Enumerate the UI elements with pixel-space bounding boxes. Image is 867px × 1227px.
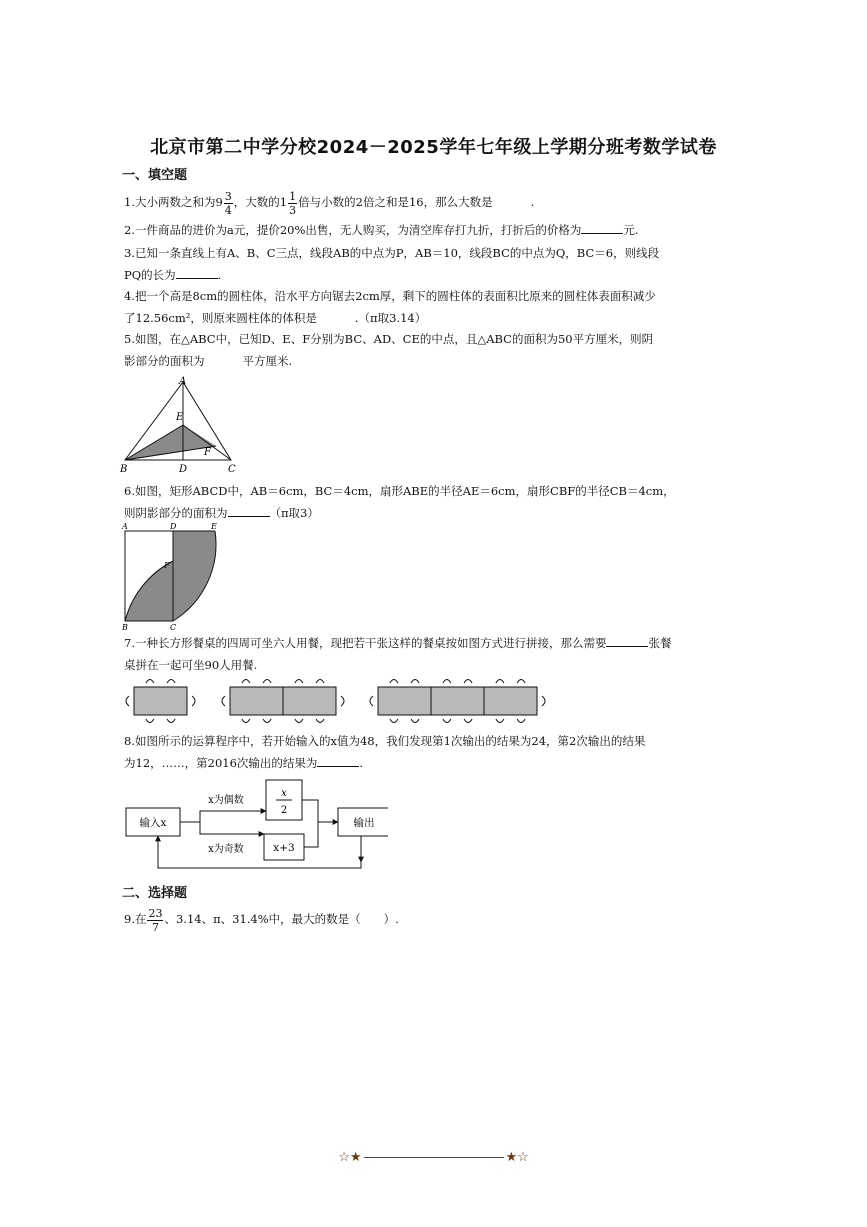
q4-line2: 了12.56cm²，则原来圆柱体的体积是 xyxy=(124,311,317,325)
q1-frac1-numerator: 3 xyxy=(224,189,232,203)
fig5-label-c: C xyxy=(228,464,236,475)
fig7-seat-bottom xyxy=(263,719,271,723)
fig7-seat-top xyxy=(443,680,451,684)
q8-answer-blank[interactable] xyxy=(317,754,359,767)
fig7-seat-bottom xyxy=(517,719,525,723)
q2-text: 2.一件商品的进价为a元，提价20%出售，无人购买，为清空库存打九折，打折后的价格为 xyxy=(124,223,582,237)
fig8-output-label: 输出 xyxy=(353,817,375,829)
fig8-even-label: x为偶数 xyxy=(208,795,244,806)
q2-answer-blank[interactable] xyxy=(581,221,623,234)
fig7-seat-top xyxy=(390,680,398,684)
question-3 xyxy=(124,242,690,286)
fig6-label-f: F xyxy=(164,561,170,570)
fig8-arrow-to-output-top xyxy=(302,800,338,822)
question-4 xyxy=(124,285,690,329)
q1-mid: ，大数的1 xyxy=(233,195,288,209)
fig6-label-c: C xyxy=(170,623,177,632)
figure-5-triangle xyxy=(118,374,248,476)
fig5-label-d: D xyxy=(179,464,188,475)
fig8-divide-denominator: 2 xyxy=(280,805,288,816)
q5-line2: 影部分的面积为 xyxy=(124,354,205,368)
footer-stars-left: ☆★ xyxy=(338,1150,362,1165)
fig7-seat-top xyxy=(295,680,303,684)
fig7-seat-bottom xyxy=(167,719,175,723)
q5-line1: 5.如图，在△ABC中，已知D、E、F分别为BC、AD、CE的中点，且△ABC的面积为50平方厘米，则阴 xyxy=(124,332,654,346)
q4-end: .（π取3.14） xyxy=(354,311,427,325)
fig8-divide-numerator: x xyxy=(281,788,287,799)
q7-line1a: 7.一种长方形餐桌的四周可坐六人用餐，现把若干张这样的餐桌按如图方式进行拼接，那么需要 xyxy=(124,636,607,650)
q9-fraction-23-7 xyxy=(147,907,163,934)
fig7-table xyxy=(283,687,336,715)
q6-answer-blank[interactable] xyxy=(228,504,270,517)
section-heading-choice: 二、选择题 xyxy=(122,886,188,901)
fig7-seat-bottom xyxy=(390,719,398,723)
fig7-seat-top xyxy=(517,680,525,684)
q3-line1: 3.已知一条直线上有A、B、C三点，线段AB的中点为P，AB＝10，线段BC的中点为Q，BC＝6，则线段 xyxy=(124,246,660,260)
section-heading-fill: 一、填空题 xyxy=(122,168,188,183)
fig7-seat-bottom xyxy=(146,719,154,723)
figure-6-rectangle-sectors xyxy=(118,520,228,632)
fig5-label-f: F xyxy=(204,447,211,458)
figure-7-tables xyxy=(118,674,558,726)
fig8-arrow-loop xyxy=(158,836,361,868)
q8-line1: 8.如图所示的运算程序中，若开始输入的x值为48，我们发现第1次输出的结果为24，第2次输出的结果 xyxy=(124,734,646,748)
page-footer-ornament xyxy=(0,1150,867,1165)
q9-frac-denominator: 7 xyxy=(151,920,159,934)
q1-fraction-1-3 xyxy=(288,190,297,217)
fig7-seat-right xyxy=(341,696,344,706)
q6-line2: 则阴影部分的面积为 xyxy=(124,506,228,520)
fig5-label-a: A xyxy=(179,376,187,387)
fig7-table xyxy=(378,687,431,715)
fig8-arrow-odd xyxy=(200,822,264,834)
q1-frac2-denominator: 3 xyxy=(289,203,297,217)
fig7-seat-top xyxy=(167,680,175,684)
q6-end: （π取3） xyxy=(269,506,319,520)
fig5-shaded-region xyxy=(125,425,216,460)
fig5-label-e: E xyxy=(176,412,184,423)
fig8-odd-label: x为奇数 xyxy=(208,844,244,855)
fig7-seat-top xyxy=(411,680,419,684)
q1-suffix: 倍与小数的2倍之和是16，那么大数是 xyxy=(298,195,493,209)
q3-line2: PQ的长为 xyxy=(124,268,176,282)
fig7-seat-bottom xyxy=(496,719,504,723)
q7-answer-blank[interactable] xyxy=(606,634,648,647)
figure-8-flowchart xyxy=(118,776,388,876)
fig6-shaded-left xyxy=(125,561,173,621)
fig6-shaded-right xyxy=(173,531,216,621)
q1-frac2-numerator: 1 xyxy=(289,189,297,203)
fig7-seat-top xyxy=(146,680,154,684)
q3-end: . xyxy=(217,268,222,282)
q7-line2: 桌拼在一起可坐90人用餐. xyxy=(124,658,258,672)
question-2 xyxy=(124,219,690,241)
fig7-seat-left xyxy=(370,696,373,706)
fig7-table xyxy=(431,687,484,715)
fig7-seat-bottom xyxy=(316,719,324,723)
q9-prefix: 9.在 xyxy=(124,912,147,926)
fig7-seat-right xyxy=(542,696,545,706)
footer-stars-right: ★☆ xyxy=(505,1150,529,1165)
fig6-label-a: A xyxy=(122,522,128,531)
fig8-arrow-even xyxy=(180,811,266,822)
q4-line1: 4.把一个高是8cm的圆柱体，沿水平方向锯去2cm厚，剩下的圆柱体的表面积比原来的圆柱体表面积减少 xyxy=(124,289,656,303)
q1-end: . xyxy=(530,195,535,209)
q1-fraction-3-4 xyxy=(224,190,233,217)
fig7-seat-bottom xyxy=(443,719,451,723)
fig8-input-label: 输入x xyxy=(139,817,167,829)
page-title: 北京市第二中学分校2024－2025学年七年级上学期分班考数学试卷 xyxy=(150,137,717,158)
question-8 xyxy=(124,730,690,774)
fig5-label-b: B xyxy=(120,464,128,475)
fig7-table xyxy=(484,687,537,715)
footer-divider-line xyxy=(364,1157,504,1158)
q1-prefix: 1.大小两数之和为9 xyxy=(124,195,223,209)
q2-end: 元. xyxy=(623,223,639,237)
q8-line2: 为12，……，第2016次输出的结果为 xyxy=(124,756,318,770)
fig7-seat-top xyxy=(263,680,271,684)
fig7-table xyxy=(230,687,283,715)
q8-end: . xyxy=(359,756,364,770)
fig7-seat-bottom xyxy=(295,719,303,723)
fig8-arrow-to-output-bottom xyxy=(304,822,318,847)
q9-frac-numerator: 23 xyxy=(148,906,163,920)
question-5 xyxy=(124,328,690,372)
fig7-seat-top xyxy=(496,680,504,684)
fig6-label-b: B xyxy=(122,623,128,632)
q9-suffix: 、3.14、π、31.4%中，最大的数是（ ）. xyxy=(164,912,399,926)
fig8-plus3-label: x+3 xyxy=(273,842,295,854)
q7-line1b: 张餐 xyxy=(648,636,672,650)
q5-end: 平方厘米. xyxy=(242,354,293,368)
question-1 xyxy=(124,188,690,217)
q1-frac1-denominator: 4 xyxy=(224,203,232,217)
fig7-seat-bottom xyxy=(411,719,419,723)
fig7-seat-bottom xyxy=(242,719,250,723)
fig7-table xyxy=(134,687,187,715)
fig7-seat-top xyxy=(242,680,250,684)
fig6-label-e: E xyxy=(211,522,217,531)
fig7-seat-top xyxy=(316,680,324,684)
fig7-seat-left xyxy=(126,696,129,706)
question-9 xyxy=(124,904,690,934)
q6-line1: 6.如图，矩形ABCD中，AB＝6cm，BC＝4cm，扇形ABE的半径AE＝6cm，扇形CBF的半径CB＝4cm， xyxy=(124,484,675,498)
fig7-seat-left xyxy=(222,696,225,706)
question-7 xyxy=(124,632,690,676)
q3-answer-blank[interactable] xyxy=(176,266,218,279)
fig6-label-d: D xyxy=(170,522,177,531)
fig7-seat-top xyxy=(464,680,472,684)
fig7-seat-bottom xyxy=(464,719,472,723)
question-6 xyxy=(124,480,690,524)
fig7-seat-right xyxy=(192,696,195,706)
